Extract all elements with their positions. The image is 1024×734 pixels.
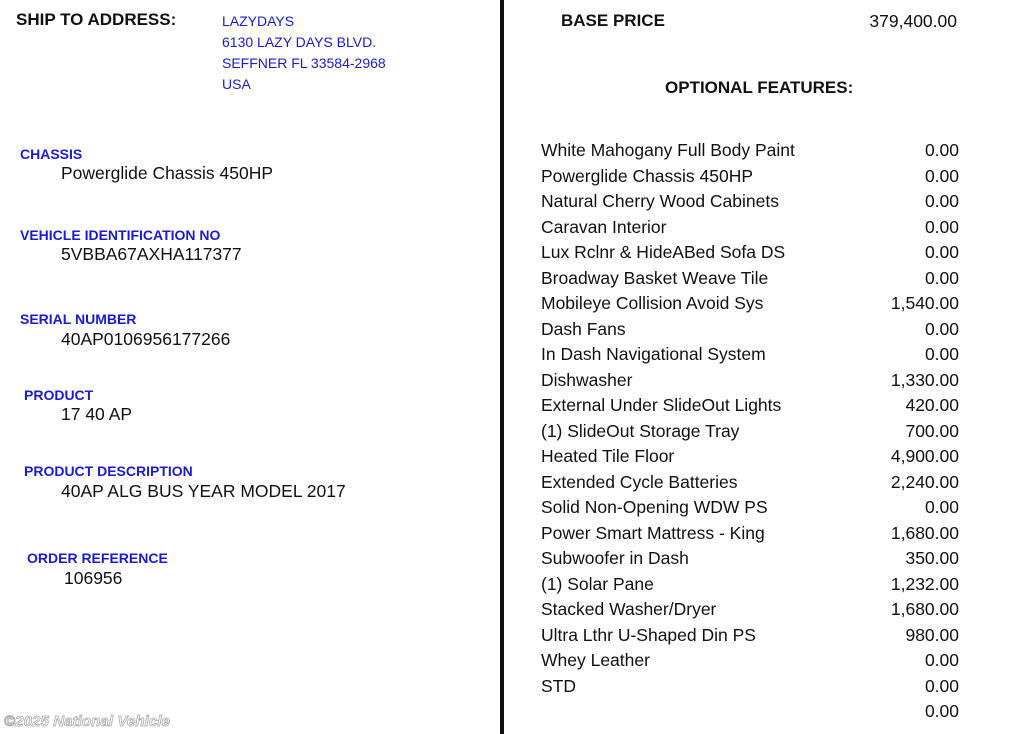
feature-price: 1,680.00 [890,599,959,620]
feature-row [541,419,959,445]
feature-row [541,572,959,598]
feature-price: 0.00 [924,650,959,671]
base-price-value: 379,400.00 [869,11,957,31]
feature-row [541,317,959,343]
feature-name: Whey Leather [541,650,650,671]
feature-price: 0.00 [924,701,959,722]
address-line-country: USA [222,76,251,92]
serial-number-label: SERIAL NUMBER [20,311,137,327]
feature-row [541,138,959,164]
feature-price: 2,240.00 [890,471,959,492]
address-line-street: 6130 LAZY DAYS BLVD. [222,34,377,50]
feature-name: External Under SlideOut Lights [541,395,782,416]
column-divider [500,0,504,734]
vin-label: VEHICLE IDENTIFICATION NO [20,227,221,243]
feature-name: White Mahogany Full Body Paint [541,140,795,161]
feature-price: 0.00 [924,318,959,339]
feature-name: (1) SlideOut Storage Tray [541,420,740,441]
feature-name: Ultra Lthr U-Shaped Din PS [541,624,756,645]
feature-name: Lux Rclnr & HideABed Sofa DS [541,242,786,263]
feature-name: Mobileye Collision Avoid Sys [541,293,764,314]
feature-price: 700.00 [905,420,959,441]
feature-price: 0.00 [924,216,959,237]
serial-number-value: 40AP0106956177266 [61,329,231,349]
feature-name: (1) Solar Pane [541,573,654,594]
product-description-label: PRODUCT DESCRIPTION [24,463,193,479]
feature-name: Subwoofer in Dash [541,548,689,569]
chassis-label: CHASSIS [20,146,83,162]
feature-price: 1,540.00 [890,293,959,314]
feature-row [541,699,959,725]
feature-row [541,342,959,368]
feature-price: 350.00 [905,548,959,569]
feature-row [541,189,959,215]
chassis-value: Powerglide Chassis 450HP [61,163,274,183]
feature-name: STD [541,675,576,696]
feature-price: 1,232.00 [890,573,959,594]
feature-row [541,444,959,470]
feature-price: 980.00 [905,624,959,645]
feature-price: 0.00 [924,497,959,518]
feature-price: 0.00 [924,675,959,696]
product-label: PRODUCT [24,387,94,403]
optional-features-list [541,138,959,725]
feature-row [541,215,959,241]
optional-features-label: OPTIONAL FEATURES: [665,78,854,97]
feature-price: 0.00 [924,344,959,365]
feature-row [541,164,959,190]
feature-price: 0.00 [924,191,959,212]
feature-row [541,393,959,419]
feature-price: 1,330.00 [890,369,959,390]
feature-name: Extended Cycle Batteries [541,471,738,492]
feature-name: Power Smart Mattress - King [541,522,765,543]
address-line-city: SEFFNER FL 33584-2968 [222,55,386,71]
feature-row [541,623,959,649]
feature-name: Solid Non-Opening WDW PS [541,497,768,518]
feature-price: 4,900.00 [890,446,959,467]
feature-name: Caravan Interior [541,216,667,237]
feature-price: 0.00 [924,165,959,186]
feature-row [541,674,959,700]
address-line-name: LAZYDAYS [222,13,295,29]
feature-row [541,240,959,266]
feature-name: Dishwasher [541,369,633,390]
watermark: ©2025 National Vehicle [4,713,171,730]
order-reference-label: ORDER REFERENCE [27,550,168,566]
ship-to-label: SHIP TO ADDRESS: [16,10,177,29]
feature-price: 0.00 [924,140,959,161]
feature-row [541,521,959,547]
feature-name: Heated Tile Floor [541,446,675,467]
feature-name: Stacked Washer/Dryer [541,599,717,620]
order-reference-value: 106956 [64,568,123,588]
product-value: 17 40 AP [61,404,133,424]
base-price-label: BASE PRICE [561,11,665,30]
feature-price: 420.00 [905,395,959,416]
feature-name: Powerglide Chassis 450HP [541,165,754,186]
feature-row [541,648,959,674]
feature-row [541,597,959,623]
feature-name: Dash Fans [541,318,626,339]
feature-row [541,470,959,496]
feature-row [541,291,959,317]
feature-price: 0.00 [924,267,959,288]
product-description-value: 40AP ALG BUS YEAR MODEL 2017 [61,481,346,501]
feature-name: Broadway Basket Weave Tile [541,267,769,288]
feature-name: Natural Cherry Wood Cabinets [541,191,779,212]
vin-value: 5VBBA67AXHA117377 [61,244,242,264]
feature-name: In Dash Navigational System [541,344,766,365]
feature-price: 0.00 [924,242,959,263]
feature-price: 1,680.00 [890,522,959,543]
feature-row [541,368,959,394]
feature-row [541,495,959,521]
feature-row [541,266,959,292]
feature-row [541,546,959,572]
